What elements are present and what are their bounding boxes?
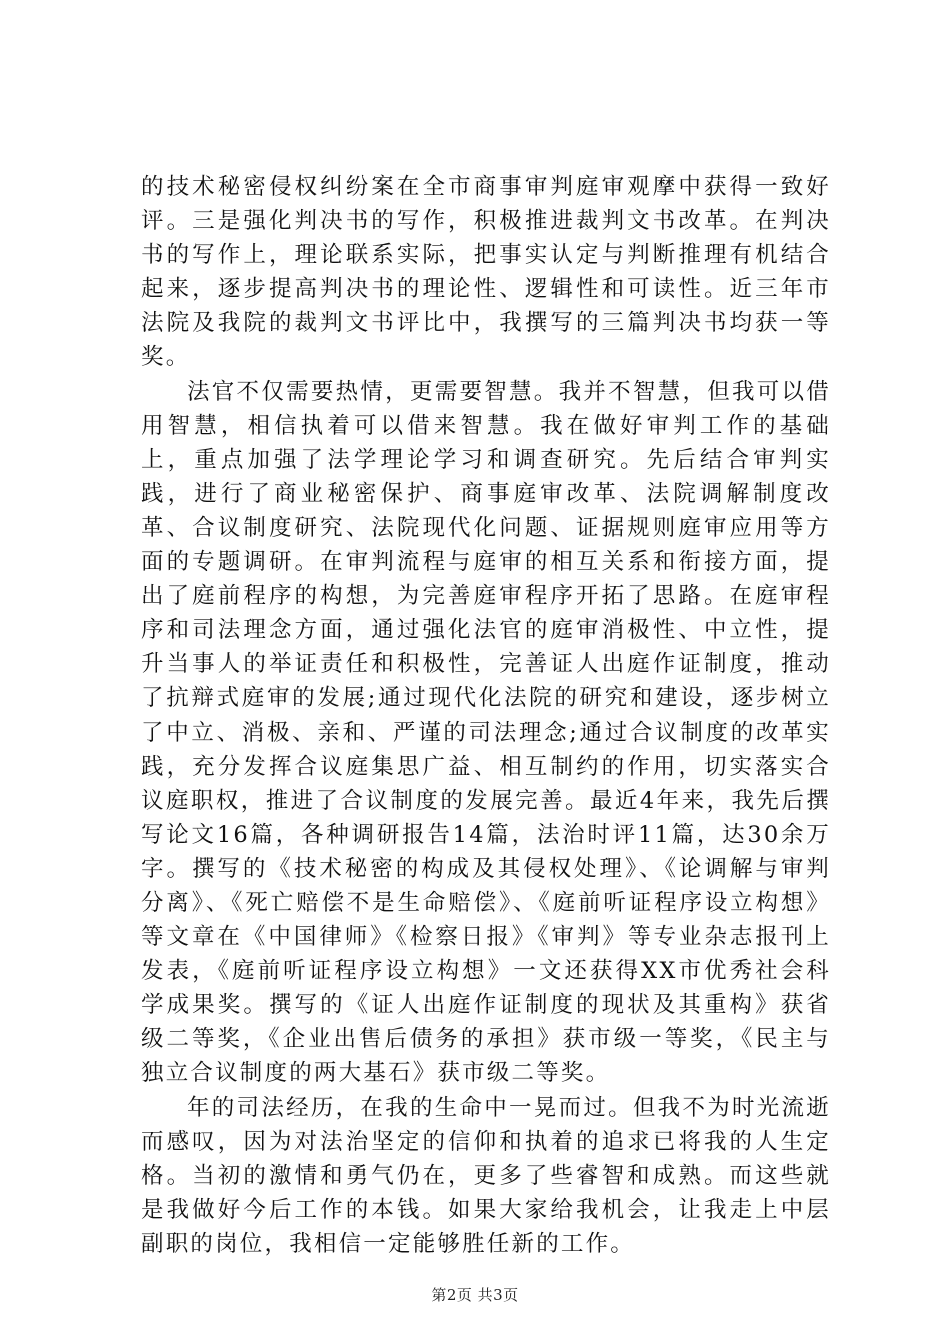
document-body	[141, 170, 831, 1261]
paragraph-continuation: 的技术秘密侵权纠纷案在全市商事审判庭审观摩中获得一致好评。三是强化判决书的写作，积极推进裁判文书改革。在判决书的写作上，理论联系实际，把事实认定与判断推理有机结合起来，逐步提高判决书的理论性、逻辑性和可读性。近三年市法院及我院的裁判文书评比中，我撰写的三篇判决书均获一等奖。	[141, 174, 831, 371]
paragraph-wisdom: 法官不仅需要热情，更需要智慧。我并不智慧，但我可以借用智慧，相信执着可以借来智慧。我在做好审判工作的基础上，重点加强了法学理论学习和调查研究。先后结合审判实践，进行了商业秘密保护、商事庭审改革、法院调解制度改革、合议制度研究、法院现代化问题、证据规则庭审应用等方面的专题调研。在审判流程与庭审的相互关系和衔接方面，提出了庭前程序的构想，为完善庭审程序开拓了思路。在庭审程序和司法理念方面，通过强化法官的庭审消极性、中立性，提升当事人的举证责任和积极性，完善证人出庭作证制度，推动了抗辩式庭审的发展;通过现代化法院的研究和建设，逐步树立了中立、消极、亲和、严谨的司法理念;通过合议制度的改革实践，充分发挥合议庭集思广益、相互制约的作用，切实落实合议庭职权，推进了合议制度的发展完善。最近4年来，我先后撰写论文16篇，各种调研报告14篇，法治时评11篇，达30余万字。撰写的《技术秘密的构成及其侵权处理》、《论调解与审判分离》、《死亡赔偿不是生命赔偿》、《庭前听证程序设立构想》等文章在《中国律师》《检察日报》《审判》等专业杂志报刊上发表，《庭前听证程序设立构想》一文还获得XX市优秀社会科学成果奖。撰写的《证人出庭作证制度的现状及其重构》获省级二等奖，《企业出售后债务的承担》获市级一等奖，《民主与独立合议制度的两大基石》获市级二等奖。	[141, 378, 831, 1087]
paragraph-closing: 年的司法经历，在我的生命中一晃而过。但我不为时光流逝而感叹，因为对法治坚定的信仰和执着的追求已将我的人生定格。当初的激情和勇气仍在，更多了些睿智和成熟。而这些就是我做好今后工作的本钱。如果大家给我机会，让我走上中层副职的岗位，我相信一定能够胜任新的工作。	[141, 1094, 831, 1257]
page-footer: 第2页 共3页	[431, 1286, 519, 1304]
